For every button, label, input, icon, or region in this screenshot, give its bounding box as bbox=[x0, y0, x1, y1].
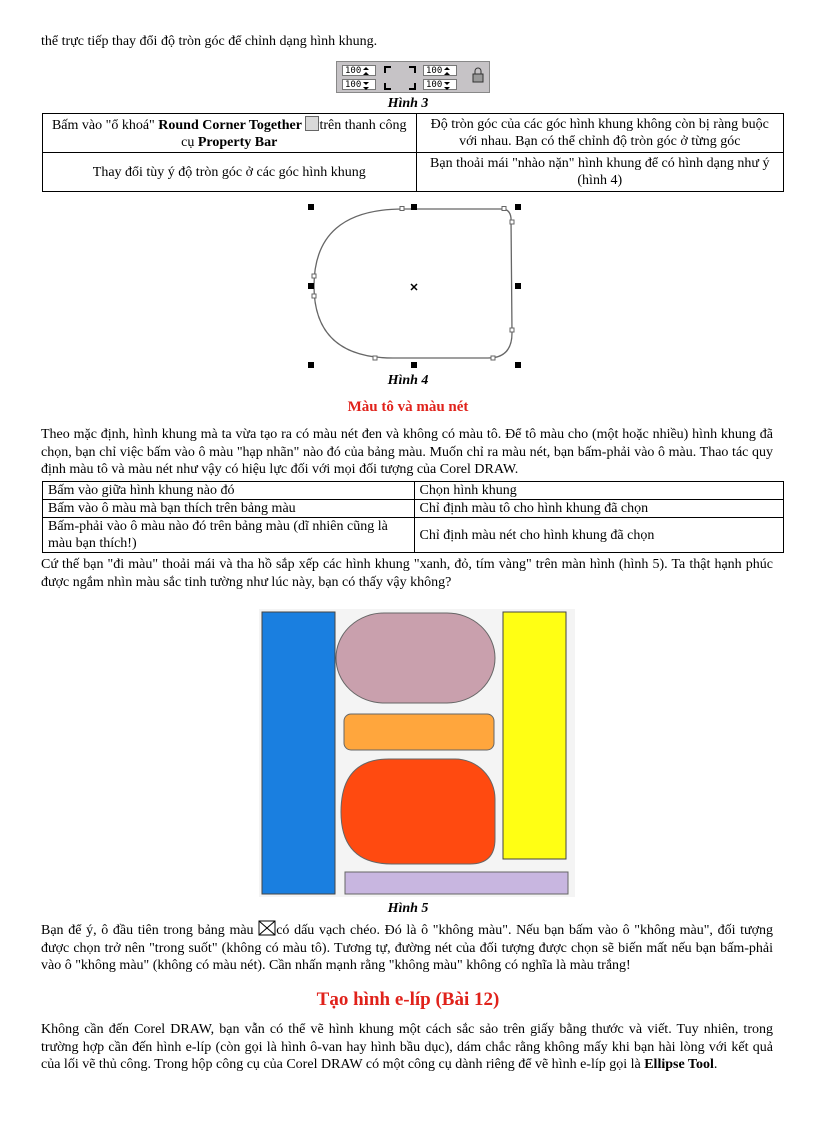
lavender-bar bbox=[345, 872, 568, 894]
paragraph-ellipse-tool: Không cần đến Corel DRAW, bạn vẫn có thể vẽ hình khung một cách sắc sảo trên giấy bằng thước và viết. Tuy nhiên, trong trường hợp cần đến hình e-líp (còn gọi là hình ô-van hay hình bầu dục), dám chắc rằng không mấy khi bạn hài lòng với kết quả của lối vẽ thủ công. Trong hộp công cụ của Corel DRAW có một công cụ dành riêng để vẽ hình e-líp gọi là Ellipse Tool. bbox=[41, 1022, 773, 1072]
section-title-ellipse: Tạo hình e-líp (Bài 12) bbox=[316, 989, 500, 1010]
table-row bbox=[43, 114, 784, 153]
mauve-rounded-shape bbox=[336, 613, 495, 703]
figure-5-colored-shapes bbox=[259, 609, 575, 897]
corner-top-left-field: 100 bbox=[342, 65, 376, 76]
table-cell: Chọn hình khung bbox=[414, 482, 784, 500]
toolbar-graphics bbox=[337, 62, 491, 94]
table-round-corner bbox=[42, 113, 784, 192]
table-row bbox=[43, 500, 784, 518]
table-row bbox=[43, 153, 784, 192]
node-handles bbox=[312, 207, 514, 361]
table-cell: Bấm vào ô màu mà bạn thích trên bảng màu bbox=[43, 500, 415, 518]
orange-rounded-bar bbox=[344, 714, 494, 750]
paragraph-fill-outline: Theo mặc định, hình khung mà ta vừa tạo ra có màu nét đen và không có màu tô. Để tô màu cho (một hoặc nhiều) hình khung đã chọn, bạn chỉ việc bấm vào ô màu "hạp nhãn" nào đó của bảng màu. Muốn chỉ ra màu nét, bạn bấm-phải vào ô màu. Thao tác quy định màu tô và màu nét như vậy có hiệu lực đối với mọi đối tượng của Corel DRAW. bbox=[41, 427, 773, 477]
no-color-swatch-icon bbox=[258, 920, 276, 936]
section-title-fill-outline: Màu tô và màu nét bbox=[347, 399, 469, 415]
table-row bbox=[43, 518, 784, 553]
paragraph-no-color: Bạn để ý, ô đầu tiên trong bảng màu có dấu vạch chéo. Đó là ô "không màu". Nếu bạn bấm vào ô "không màu", đối tượng được chọn trở nên "trong suốt" (không có màu tô). Tương tự, đường nét của đối tượng được chọn sẽ biến mất nếu bạn bấm-phải vào ô "không màu" (không có màu nét). Cần nhấn mạnh rằng "không màu" không có nghĩa là màu trắng! bbox=[41, 920, 773, 975]
table-cell: Độ tròn góc của các góc hình khung không còn bị ràng buộc với nhau. Bạn có thể chỉnh độ tròn góc ở từng góc bbox=[416, 114, 784, 153]
table-cell: Bấm-phải vào ô màu nào đó trên bảng màu (dĩ nhiên cũng là màu bạn thích!) bbox=[43, 518, 415, 553]
rounded-frame-shape bbox=[314, 209, 512, 358]
figure-4-caption: Hình 4 bbox=[387, 373, 429, 388]
table-cell: Thay đổi tùy ý độ tròn góc ở các góc hình khung bbox=[43, 153, 417, 192]
table-cell: Chỉ định màu tô cho hình khung đã chọn bbox=[414, 500, 784, 518]
table-row bbox=[43, 482, 784, 500]
spin-arrows-icon bbox=[363, 67, 450, 90]
yellow-rectangle bbox=[503, 612, 566, 859]
corner-bottom-right-field: 100 bbox=[423, 79, 457, 90]
blue-rectangle bbox=[262, 612, 335, 894]
figure-5-caption: Hình 5 bbox=[387, 901, 429, 916]
table-cell: Bạn thoải mái "nhào nặn" hình khung để có hình dạng như ý (hình 4) bbox=[416, 153, 784, 192]
corner-brackets-icon bbox=[385, 67, 415, 89]
figure-3-caption: Hình 3 bbox=[387, 96, 429, 111]
center-cross-icon bbox=[411, 284, 417, 290]
intro-text: thể trực tiếp thay đổi độ tròn góc để chỉnh dạng hình khung. bbox=[41, 34, 378, 49]
lock-icon bbox=[473, 68, 483, 82]
round-corner-lock-icon bbox=[305, 116, 319, 131]
property-bar-toolbar bbox=[336, 61, 490, 93]
paragraph-arrange-shapes: Cứ thế bạn "đi màu" thoải mái và tha hồ sắp xếp các hình khung "xanh, đỏ, tím vàng" trên màn hình (hình 5). Ta thật hạnh phúc được ngắm nhìn màu sắc tinh tường như lúc này, bạn có thấy vậy không? bbox=[41, 557, 773, 590]
corner-bottom-left-field: 100 bbox=[342, 79, 376, 90]
table-fill-actions bbox=[42, 481, 784, 553]
table-cell: Chỉ định màu nét cho hình khung đã chọn bbox=[414, 518, 784, 553]
table-cell: Bấm vào "ổ khoá" Round Corner Together trên thanh công cụ Property Bar bbox=[43, 114, 417, 153]
red-rounded-shape bbox=[341, 759, 495, 864]
table-cell: Bấm vào giữa hình khung nào đó bbox=[43, 482, 415, 500]
figure-4-rounded-rectangle bbox=[303, 198, 526, 374]
corner-top-right-field: 100 bbox=[423, 65, 457, 76]
